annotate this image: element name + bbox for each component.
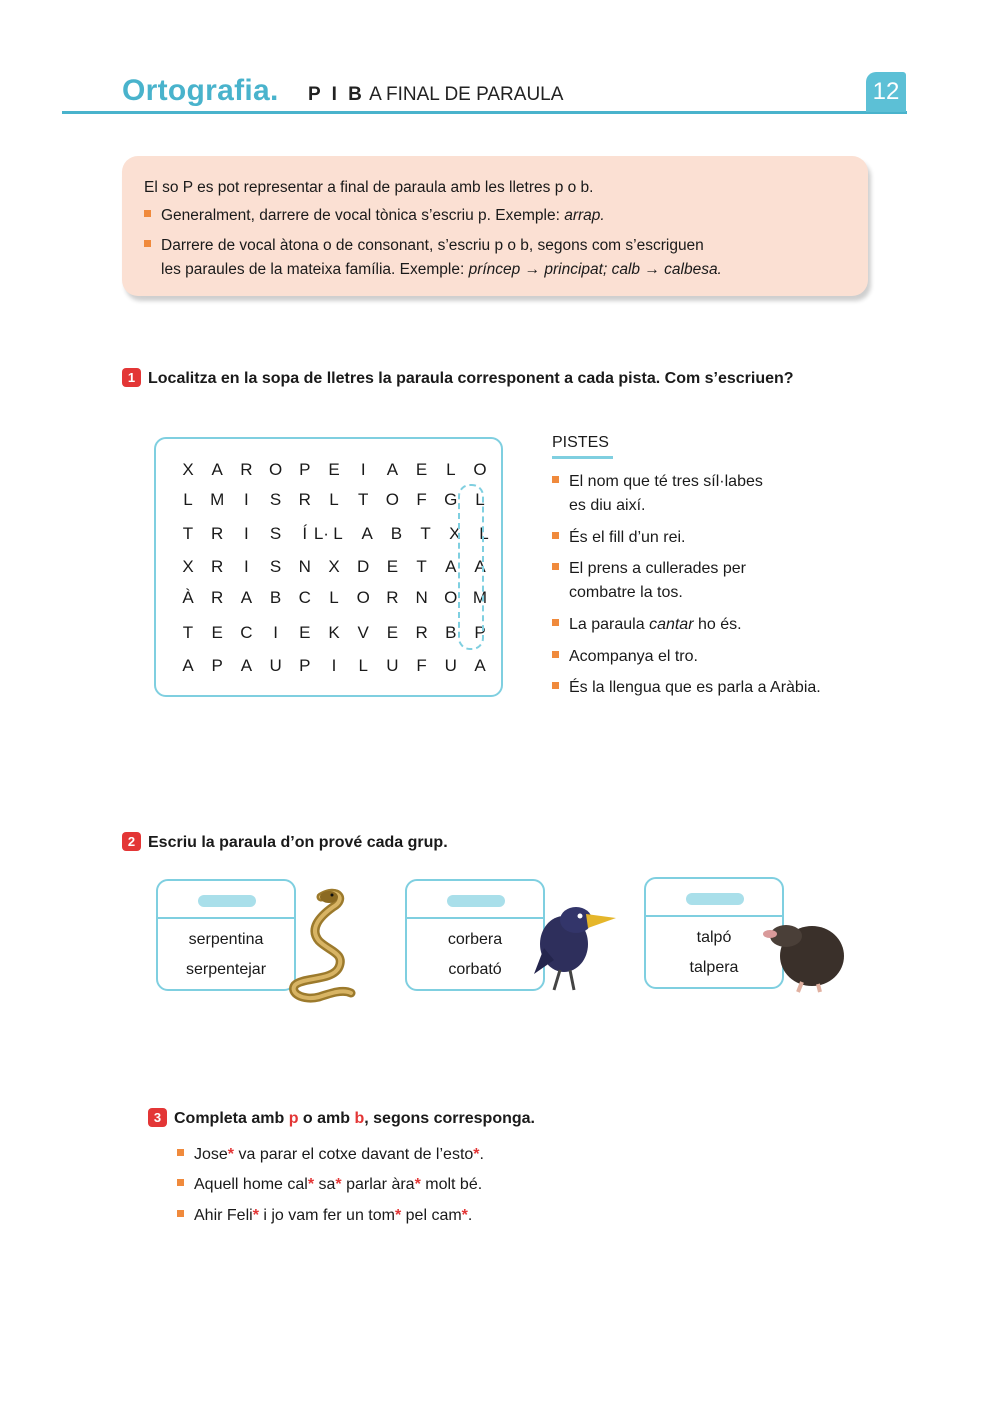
grid-letter[interactable]: B [390, 524, 403, 543]
grid-letter[interactable]: A [474, 557, 486, 576]
grid-letter[interactable]: T [416, 557, 427, 576]
grid-letter[interactable]: U [444, 656, 457, 675]
grid-letter[interactable]: X [182, 460, 194, 479]
rule-example: arrap. [564, 207, 605, 224]
grid-letter[interactable]: E [299, 623, 311, 642]
grid-letter[interactable]: E [415, 460, 428, 479]
unit-number-badge: 12 [866, 72, 906, 112]
grid-letter[interactable]: A [474, 656, 486, 675]
exercise-number-badge: 3 [148, 1108, 167, 1127]
grid-letter[interactable]: A [361, 524, 373, 543]
bullet-icon [552, 651, 559, 658]
grid-letter[interactable]: O [385, 490, 399, 509]
exercise-1-heading [122, 369, 794, 388]
fill-sentence: Jose* va parar el cotxe davant de l’esto*. [177, 1146, 484, 1164]
clues-title-underline [552, 456, 613, 459]
grid-letter[interactable]: I [331, 656, 337, 675]
grid-letter[interactable]: O [473, 460, 487, 479]
exercise-1-instruction: Localitza en la sopa de lletres la paraula corresponent a cada pista. Com s’escriuen? [148, 370, 794, 387]
grid-letter[interactable]: U [386, 656, 399, 675]
grid-letter[interactable]: A [211, 460, 223, 479]
grid-letter[interactable]: R [415, 623, 428, 642]
blank-star-icon[interactable]: * [335, 1176, 342, 1193]
grid-letter[interactable]: L [446, 460, 456, 479]
letter-b: b [354, 1110, 365, 1127]
bullet-icon [177, 1210, 184, 1217]
grid-letter[interactable]: M [210, 490, 225, 509]
grid-letter[interactable]: R [386, 588, 399, 607]
bullet-icon [144, 240, 151, 247]
bullet-icon [552, 619, 559, 626]
grid-letter[interactable]: A [240, 656, 253, 675]
grid-letter[interactable]: B [269, 588, 282, 607]
grid-letter[interactable]: L [333, 524, 343, 543]
found-word-marker [458, 484, 484, 650]
subtitle-letters: P I B [308, 84, 365, 105]
answer-blank[interactable] [198, 895, 256, 907]
blank-star-icon[interactable]: * [394, 1207, 402, 1224]
bullet-icon [144, 210, 151, 217]
grid-letter[interactable]: B [445, 623, 457, 642]
bullet-icon [552, 532, 559, 539]
grid-letter[interactable]: R [211, 588, 224, 607]
grid-letter[interactable]: A [240, 588, 253, 607]
grid-letter[interactable]: L [183, 490, 193, 509]
grid-letter[interactable]: X [449, 524, 461, 543]
blank-star-icon[interactable]: * [473, 1146, 480, 1163]
grid-letter[interactable]: L [329, 588, 339, 607]
grid-letter[interactable]: A [386, 460, 399, 479]
rule-bullet [144, 234, 722, 282]
clue-item: La paraula cantar ho és. [552, 613, 872, 637]
grid-letter[interactable]: L [358, 656, 368, 675]
grid-letter[interactable]: M [472, 588, 488, 607]
grid-letter[interactable]: U [269, 656, 282, 675]
grid-letter[interactable]: I [273, 623, 278, 642]
grid-letter[interactable]: O [268, 460, 283, 479]
clues-title: PISTES [552, 434, 609, 451]
grid-letter[interactable]: T [420, 524, 431, 543]
rule-example: príncep → principat; calb → calbesa. [468, 261, 722, 278]
exercise-2-instruction: Escriu la paraula d’on prové cada grup. [148, 834, 448, 851]
card-word: serpentejar [185, 961, 267, 978]
grid-letter[interactable]: L· [313, 524, 329, 543]
page-subtitle [308, 84, 563, 106]
bullet-icon [177, 1179, 184, 1186]
grid-letter[interactable]: L [329, 490, 339, 509]
bullet-icon [552, 563, 559, 570]
grid-letter[interactable]: I [244, 557, 249, 576]
grid-letter[interactable]: S [269, 524, 282, 543]
crow-illustration [530, 898, 620, 993]
snake-illustration [285, 885, 365, 1005]
grid-letter[interactable]: X [182, 557, 194, 576]
grid-letter[interactable]: E [386, 623, 399, 642]
blank-star-icon[interactable]: * [307, 1176, 315, 1193]
grid-letter[interactable]: A [445, 557, 457, 576]
rule-bullet [144, 204, 605, 228]
page-title: Ortografia. [122, 74, 279, 107]
clue-item: És el fill d’un rei. [552, 526, 872, 550]
grid-letter[interactable]: I [360, 460, 366, 479]
grid-letter[interactable]: T [182, 623, 194, 642]
rule-bullet-text: Generalment, darrere de vocal tònica s’escriu p. Exemple: [161, 207, 565, 224]
blank-star-icon[interactable]: * [252, 1207, 259, 1224]
exercise-number-badge: 1 [122, 368, 141, 387]
grid-letter[interactable]: R [298, 490, 311, 509]
answer-blank[interactable] [447, 895, 505, 907]
grid-letter[interactable]: E [386, 557, 399, 576]
grid-letter[interactable]: F [416, 490, 427, 509]
clue-item: És la llengua que es parla a Aràbia. [552, 676, 872, 700]
grid-letter[interactable]: T [182, 524, 194, 543]
grid-letter[interactable]: P [299, 656, 311, 675]
fill-sentence: Aquell home cal* sa* parlar àra* molt bé. [177, 1176, 482, 1194]
clue-item: El nom que té tres síl·labes es diu així. [552, 470, 872, 518]
grid-letter[interactable]: E [211, 623, 223, 642]
rule-bullet-text: les paraules de la mateixa família. Exemple: [161, 261, 469, 278]
grid-letter[interactable]: N [415, 588, 428, 607]
answer-blank[interactable] [686, 893, 744, 905]
word-family-card [156, 879, 296, 991]
grid-letter[interactable]: E [328, 460, 340, 479]
grid-letter[interactable]: P [211, 656, 223, 675]
grid-letter[interactable]: À [182, 588, 194, 607]
card-word: serpentina [188, 931, 264, 948]
grid-letter[interactable]: O [444, 588, 458, 607]
blank-star-icon[interactable]: * [227, 1146, 235, 1163]
letter-p: p [288, 1110, 299, 1127]
grid-letter[interactable]: P [474, 623, 486, 642]
grid-letter[interactable]: R [211, 524, 224, 543]
bullet-icon [552, 682, 559, 689]
grid-letter[interactable]: S [269, 557, 282, 576]
blank-star-icon[interactable]: * [461, 1207, 468, 1224]
header-rule [62, 111, 907, 114]
bullet-icon [177, 1149, 184, 1156]
grid-letter[interactable]: F [416, 656, 427, 675]
grid-letter[interactable]: C [298, 588, 311, 607]
grid-letter[interactable]: A [182, 656, 194, 675]
clue-item: Acompanya el tro. [552, 645, 872, 669]
grid-letter[interactable]: O [356, 588, 370, 607]
fill-sentence: Ahir Feli* i jo vam fer un tom* pel cam*. [177, 1207, 472, 1225]
grid-letter[interactable]: I [244, 524, 249, 543]
grid-letter[interactable]: I [244, 490, 249, 509]
blank-star-icon[interactable]: * [414, 1176, 421, 1193]
grid-letter[interactable]: C [240, 623, 253, 642]
exercise-number-badge: 2 [122, 832, 141, 851]
exercise-3-heading: 3 Completa amb p o amb b, segons corresponga. [148, 1109, 535, 1128]
grid-letter[interactable]: K [328, 623, 340, 642]
grid-letter[interactable]: T [357, 490, 369, 509]
grid-letter[interactable]: S [269, 490, 282, 509]
grid-letter[interactable]: N [298, 557, 311, 576]
grid-letter[interactable]: P [299, 460, 311, 479]
rule-intro: El so P es pot representar a final de paraula amb les lletres p o b. [144, 179, 594, 196]
grid-letter[interactable]: R [240, 460, 253, 479]
card-word: talpó [696, 929, 732, 946]
grid-letter[interactable]: X [328, 557, 340, 576]
exercise-2-heading [122, 833, 448, 852]
grid-letter[interactable]: V [357, 623, 369, 642]
card-word: talpera [689, 959, 739, 976]
grid-letter[interactable]: R [211, 557, 224, 576]
card-word: corbera [447, 931, 503, 948]
card-word: corbató [448, 961, 502, 978]
rule-bullet-text: Darrere de vocal àtona o de consonant, s’escriu p o b, segons com s’escriguen [161, 237, 704, 254]
rule-box [122, 156, 868, 296]
clue-item: El prens a cullerades per combatre la tos. [552, 557, 872, 605]
word-family-card [405, 879, 545, 991]
grid-letter[interactable]: L [479, 524, 489, 543]
grid-letter[interactable]: G [444, 490, 458, 509]
mole-illustration [762, 908, 852, 994]
grid-letter[interactable]: D [357, 557, 370, 576]
grid-letter[interactable]: Í [302, 524, 308, 543]
grid-letter[interactable]: L [475, 490, 485, 509]
bullet-icon [552, 476, 559, 483]
subtitle-rest: A FINAL DE PARAULA [369, 84, 564, 105]
